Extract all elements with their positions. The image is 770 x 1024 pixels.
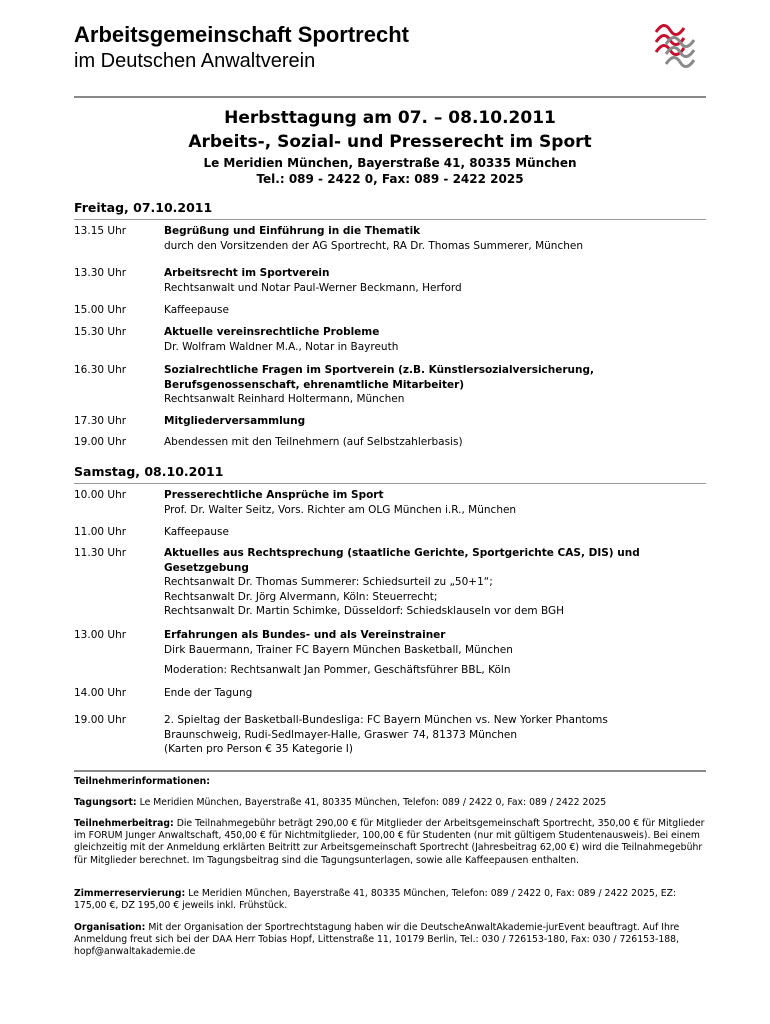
info-venue-label: Tagungsort: <box>74 797 137 808</box>
row-detail: Abendessen mit den Teilnehmern (auf Selbstzahlerbasis) <box>164 436 463 448</box>
info-org-label: Organisation: <box>74 922 146 933</box>
day2-heading: Samstag, 08.10.2011 <box>74 464 224 479</box>
row-title: Presserechtliche Ansprüche im Sport <box>164 489 384 501</box>
row-detail: Rechtsanwalt Reinhard Holtermann, München <box>164 393 405 405</box>
event-subtitle: Arbeits-, Sozial- und Presserecht im Sport <box>188 132 592 152</box>
event-header <box>74 106 706 187</box>
row-detail: Rechtsanwalt Dr. Thomas Summerer: Schiedsurteil zu „50+1“; <box>164 576 493 588</box>
info-venue-text: Le Meridien München, Bayerstraße 41, 80335 München, Telefon: 089 / 2422 0, Fax: 089 / 2422 2025 <box>136 797 607 808</box>
day1-heading: Freitag, 07.10.2011 <box>74 200 213 215</box>
row-time: 19.00 Uhr <box>74 436 127 448</box>
org-subtitle: im Deutschen Anwaltverein <box>74 50 316 72</box>
row-time: 17.30 Uhr <box>74 415 127 427</box>
day1-divider <box>74 219 706 220</box>
row-title: Aktuelles aus Rechtsprechung (staatliche Gerichte, Sportgerichte CAS, DIS) und Gesetzgebung <box>164 547 640 574</box>
info-divider <box>74 770 706 772</box>
row-detail: Braunschweig, Rudi-Sedlmayer-Halle, Graswег 74, 81373 München <box>164 728 518 741</box>
row-time: 13.30 Uhr <box>74 267 127 279</box>
org-title: Arbeitsgemeinschaft Sportrecht <box>74 22 409 47</box>
row-time: 13.15 Uhr <box>74 225 127 237</box>
row-detail: Rechtsanwalt Dr. Jörg Alvermann, Köln: Steuerrecht; <box>164 590 438 603</box>
header-divider <box>74 96 706 98</box>
row-title: Mitgliederversammlung <box>164 415 306 427</box>
row-detail: Kaffeepause <box>164 304 229 316</box>
info-heading: Teilnehmerinformationen: <box>74 776 210 787</box>
row-detail: Ende der Tagung <box>164 687 253 699</box>
row-time: 19.00 Uhr <box>74 714 127 726</box>
row-detail: 2. Spieltag der Basketball-Bundesliga: FC Bayern München vs. New Yorker Phantoms <box>164 714 608 726</box>
row-title: Arbeitsrecht im Sportverein <box>164 267 330 279</box>
event-venue: Le Meridien München, Bayerstraße 41, 80335 München <box>203 156 577 170</box>
info-room-label: Zimmerreservierung: <box>74 888 186 899</box>
row-time: 15.00 Uhr <box>74 304 127 316</box>
row-detail: Dirk Bauermann, Trainer FC Bayern München Basketball, München <box>164 643 513 656</box>
row-title: Begrüßung und Einführung in die Thematik <box>164 225 421 237</box>
event-phone: Tel.: 089 - 2422 0, Fax: 089 - 2422 2025 <box>256 172 524 186</box>
row-title: Aktuelle vereinsrechtliche Probleme <box>164 326 380 338</box>
row-time: 15.30 Uhr <box>74 326 127 338</box>
row-detail: Kaffeepause <box>164 526 229 538</box>
row-detail: (Karten pro Person € 35 Kategorie I) <box>164 743 353 755</box>
row-detail: Prof. Dr. Walter Seitz, Vors. Richter am OLG München i.R., München <box>164 503 517 516</box>
row-detail: durch den Vorsitzenden der AG Sportrecht, RA Dr. Thomas Summerer, München <box>164 239 584 252</box>
day2-divider <box>74 483 706 484</box>
info-venue <box>74 797 706 809</box>
info-fee <box>74 818 706 867</box>
event-title: Herbsttagung am 07. – 08.10.2011 <box>224 108 556 128</box>
info-fee-text: Die Teilnahmegebühr beträgt 290,00 € für Mitglieder der Arbeitsgemeinschaft Sportrecht, 350,00 € für Mitglieder im FORUM Junger Anwaltschaft, 450,00 € für Nichtmitglieder, 100,00 € für Studenten (nur mit gültigem Studentenausweis). Bei einem gleichzeitig mit der Anmeldung erklärten Beitritt zur Arbeitsgemeinschaft Sportrecht (Jahresbeitrag 62,00 €) wird die Teilnahmegebühr für Mitglieder berechnet. Im Tagungsbeitrag sind die Tagungsunterlagen, sowie alle Kaffeepausen enthalten. <box>74 818 705 866</box>
info-fee-label: Teilnehmerbeitrag: <box>74 818 174 829</box>
info-room <box>74 888 706 912</box>
row-detail: Rechtsanwalt Dr. Martin Schimke, Düsseldorf: Schiedsklauseln vor dem BGH <box>164 605 565 617</box>
row-time: 11.00 Uhr <box>74 526 127 538</box>
row-title: Erfahrungen als Bundes- und als Vereinstrainer <box>164 629 446 641</box>
row-time: 11.30 Uhr <box>74 547 127 559</box>
row-detail: Dr. Wolfram Waldner M.A., Notar in Bayreuth <box>164 340 399 353</box>
info-organisation <box>74 922 706 959</box>
info-room-text: Le Meridien München, Bayerstraße 41, 80335 München, Telefon: 089 / 2422 0, Fax: 089 / 2422 2025, EZ: 175,00 €, DZ 195,00 € jeweils inkl. Frühstück. <box>74 888 677 912</box>
row-time: 16.30 Uhr <box>74 364 127 376</box>
row-moderation: Moderation: Rechtsanwalt Jan Pommer, Geschäftsführer BBL, Köln <box>164 664 511 676</box>
dav-wave-logo-icon <box>654 18 696 74</box>
row-time: 14.00 Uhr <box>74 687 127 699</box>
row-title: Sozialrechtliche Fragen im Sportverein (z.B. Künstlersozialversicherung, Berufsgenossenschaft, ehrenamtliche Mitarbeiter) <box>164 364 594 391</box>
row-time: 13.00 Uhr <box>74 629 127 641</box>
row-time: 10.00 Uhr <box>74 489 127 501</box>
info-org-text: Mit der Organisation der Sportrechtstagung haben wir die DeutscheAnwaltAkademie-jurEvent beauftragt. Auf Ihre Anmeldung freut sich bei der DAA Herr Tobias Hopf, Littenstraße 11, 10179 Berlin, Tel.: 030 / 726153-180, Fax: 030 / 726153-188, hopf@anwaltakademie.de <box>74 922 680 958</box>
row-detail: Rechtsanwalt und Notar Paul-Werner Beckmann, Herford <box>164 281 462 294</box>
